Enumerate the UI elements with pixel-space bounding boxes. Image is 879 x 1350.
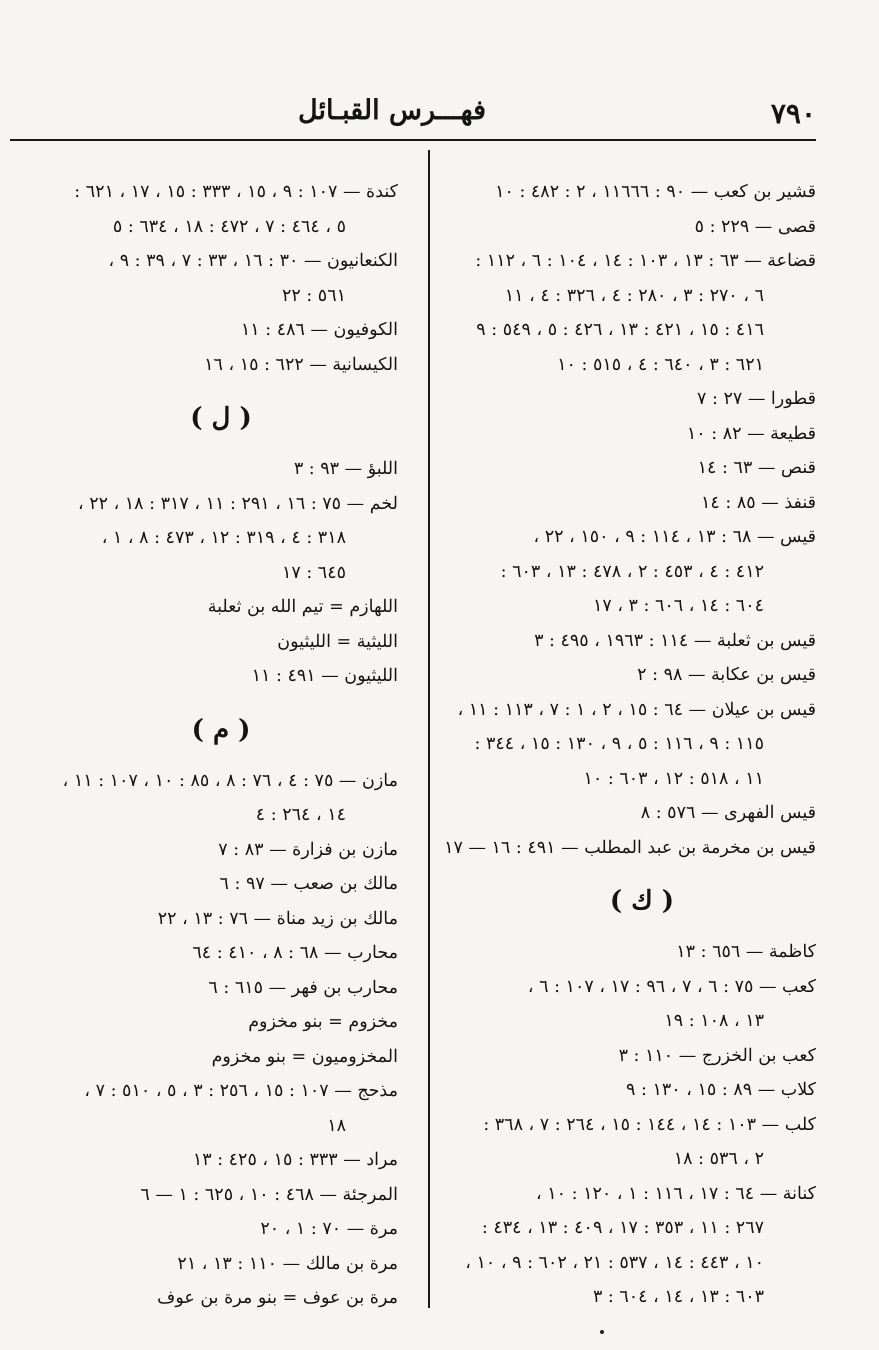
index-entry: محارب — ٦٨ : ٨ ، ٤١٠ : ٦٤	[192, 943, 398, 963]
index-entry-continuation: ٣١٨ : ٤ ، ٣١٩ : ١٢ ، ٤٧٣ : ٨ ، ١ ،	[101, 528, 346, 548]
index-entry: الليثيون — ٤٩١ : ١١	[251, 666, 398, 686]
index-entry: قشير بن كعب — ٩٠ : ١١٦٦٦ ، ٢ : ٤٨٢ : ١٠	[495, 182, 816, 202]
index-entry-continuation: ٦٠٤ : ١٤ ، ٦٠٦ : ٣ ، ١٧	[592, 596, 764, 616]
running-title: فهـــرس القبـائل	[298, 95, 486, 126]
index-entry-continuation: ٢ ، ٥٣٦ : ١٨	[673, 1149, 764, 1169]
index-entry: قيس بن عكابة — ٩٨ : ٢	[637, 665, 816, 685]
page-number: ٧٩٠	[770, 97, 816, 130]
index-entry: قضاعة — ٦٣ : ١٣ ، ١٠٣ : ١٤ ، ١٠٤ : ٦ ، ١١٢ :	[475, 251, 816, 271]
index-entry: قيس — ٦٨ : ١٣ ، ١١٤ : ٩ ، ١٥٠ ، ٢٢ ،	[533, 527, 816, 547]
index-entry: المخزوميون = بنو مخزوم	[211, 1046, 398, 1067]
index-entry: مراد — ٣٣٣ : ١٥ ، ٤٢٥ : ١٣	[192, 1150, 398, 1170]
index-entry-continuation: ١١٥ : ٩ ، ١١٦ : ٥ ، ٩ ، ١٣٠ : ١٥ ، ٣٤٤ :	[474, 734, 764, 754]
index-entry: قنص — ٦٣ : ١٤	[697, 458, 816, 478]
index-entry: كعب — ٧٥ : ٦ ، ٧ ، ٩٦ : ١٧ ، ١٠٧ : ٦ ،	[527, 976, 816, 997]
index-entry-continuation: ١١ ، ٥١٨ : ١٢ ، ٦٠٣ : ١٠	[583, 768, 764, 789]
index-entry-continuation: ٦٢١ : ٣ ، ٦٤٠ : ٤ ، ٥١٥ : ١٠	[557, 354, 764, 375]
index-entry-continuation: ١٤ ، ٢٦٤ : ٤	[255, 805, 346, 825]
index-entry-continuation: ١٨	[327, 1115, 346, 1136]
page-header	[10, 95, 816, 137]
header-rule	[10, 139, 816, 141]
index-entry-continuation: ٥ ، ٤٦٤ : ٧ ، ٤٧٢ : ١٨ ، ٦٣٤ : ٥	[112, 216, 346, 237]
index-entry: مرة — ٧٠ : ١ ، ٢٠	[260, 1219, 398, 1239]
index-entry: قيس بن مخرمة بن عبد المطلب — ٤٩١ : ١٦ — ١٧	[444, 837, 816, 858]
index-entry: محارب بن فهر — ٦١٥ : ٦	[208, 977, 398, 998]
right-column	[438, 175, 816, 1315]
index-entry: قطورا — ٢٧ : ٧	[697, 389, 816, 409]
index-entry-continuation: ١٠ ، ٤٤٣ : ١٤ ، ٥٣٧ : ٢١ ، ٦٠٢ : ٩ ، ١٠ ،	[465, 1252, 764, 1273]
index-entry-continuation: ٦٤٥ : ١٧	[281, 562, 346, 583]
index-entry-continuation: ٥٦١ : ٢٢	[281, 285, 346, 306]
index-entry: كلب — ١٠٣ : ١٤ ، ١٤٤ : ١٥ ، ٢٦٤ : ٧ ، ٣٦٨ :	[483, 1114, 816, 1135]
index-entry: اللهازم = تيم الله بن ثعلبة	[207, 597, 398, 617]
index-entry: مذحج — ١٠٧ : ١٥ ، ٢٥٦ : ٣ ، ٥ ، ٥١٠ : ٧ ،	[84, 1081, 398, 1101]
index-entry: مازن بن فزارة — ٨٣ : ٧	[218, 839, 398, 860]
left-column	[14, 175, 398, 1316]
index-entry: لخم — ٧٥ : ١٦ ، ٢٩١ : ١١ ، ٣١٧ : ١٨ ، ٢٢ ،	[77, 493, 398, 514]
index-entry-continuation: ٤١٢ : ٤ ، ٤٥٣ : ٢ ، ٤٧٨ : ١٣ ، ٦٠٣ :	[500, 561, 764, 582]
index-entry-continuation: ٤١٦ : ١٥ ، ٤٢١ : ١٣ ، ٤٢٦ : ٥ ، ٥٤٩ : ٩	[476, 320, 764, 340]
index-entry: الكوفيون — ٤٨٦ : ١١	[240, 320, 398, 340]
index-entry: قيس الفهرى — ٥٧٦ : ٨	[640, 803, 816, 823]
index-entry: مخزوم = بنو مخزوم	[248, 1012, 398, 1032]
index-entry: الكنعانيون — ٣٠ : ١٦ ، ٣٣ : ٧ ، ٣٩ : ٩ ،	[108, 251, 398, 271]
index-entry: مازن — ٧٥ : ٤ ، ٧٦ : ٨ ، ٨٥ : ١٠ ، ١٠٧ : ١١ ،	[62, 770, 398, 791]
index-entry: كندة — ١٠٧ : ٩ ، ١٥ ، ٣٣٣ : ١٥ ، ١٧ ، ٦٢١ :	[74, 182, 398, 202]
section-letter-heading: ( م )	[191, 714, 251, 745]
index-entry: مالك بن زيد مناة — ٧٦ : ١٣ ، ٢٢	[157, 908, 398, 929]
index-entry-continuation: ٦٠٣ : ١٣ ، ١٤ ، ٦٠٤ : ٣	[592, 1287, 764, 1307]
index-entry: كلاب — ٨٩ : ١٥ ، ١٣٠ : ٩	[626, 1080, 816, 1100]
index-entry: المرجئة — ٤٦٨ : ١٠ ، ٦٢٥ : ١ — ٦	[140, 1184, 398, 1205]
section-letter-heading: ( ك )	[609, 886, 675, 916]
stray-dot	[600, 1330, 604, 1334]
column-divider	[428, 150, 430, 1308]
index-entry-continuation: ٦ ، ٢٧٠ : ٣ ، ٢٨٠ : ٤ ، ٣٢٦ : ٤ ، ١١	[504, 285, 764, 306]
index-entry: مالك بن صعب — ٩٧ : ٦	[219, 874, 398, 894]
index-entry: كنانة — ٦٤ : ١٧ ، ١١٦ : ١ ، ١٢٠ : ١٠ ،	[536, 1183, 816, 1204]
index-entry: قطيعة — ٨٢ : ١٠	[686, 423, 816, 444]
index-entry: اللبؤ — ٩٣ : ٣	[293, 459, 398, 479]
section-letter-heading: ( ل )	[190, 403, 252, 433]
index-entry: قيس بن عيلان — ٦٤ : ١٥ ، ٢ ، ١ : ٧ ، ١١٣ : ١١ ،	[457, 699, 816, 720]
index-entry: قيس بن ثعلبة — ١١٤ : ١٩٦٣ ، ٤٩٥ : ٣	[534, 630, 816, 651]
index-entry: الكيسانية — ٦٢٢ : ١٥ ، ١٦	[204, 354, 398, 375]
index-entry: قصى — ٢٢٩ : ٥	[694, 216, 816, 237]
index-entry-continuation: ٢٦٧ : ١١ ، ٣٥٣ : ١٧ ، ٤٠٩ : ١٣ ، ٤٣٤ :	[481, 1218, 764, 1238]
index-entry: كعب بن الخزرج — ١١٠ : ٣	[618, 1045, 816, 1066]
index-entry: قنفذ — ٨٥ : ١٤	[701, 492, 816, 513]
index-entry: مرة بن عوف = بنو مرة بن عوف	[157, 1288, 398, 1308]
index-entry: مرة بن مالك — ١١٠ : ١٣ ، ٢١	[177, 1253, 398, 1274]
index-entry-continuation: ١٣ ، ١٠٨ : ١٩	[664, 1011, 764, 1031]
index-entry: الليثية = الليثيون	[277, 631, 398, 652]
index-entry: كاظمة — ٦٥٦ : ١٣	[676, 942, 816, 962]
